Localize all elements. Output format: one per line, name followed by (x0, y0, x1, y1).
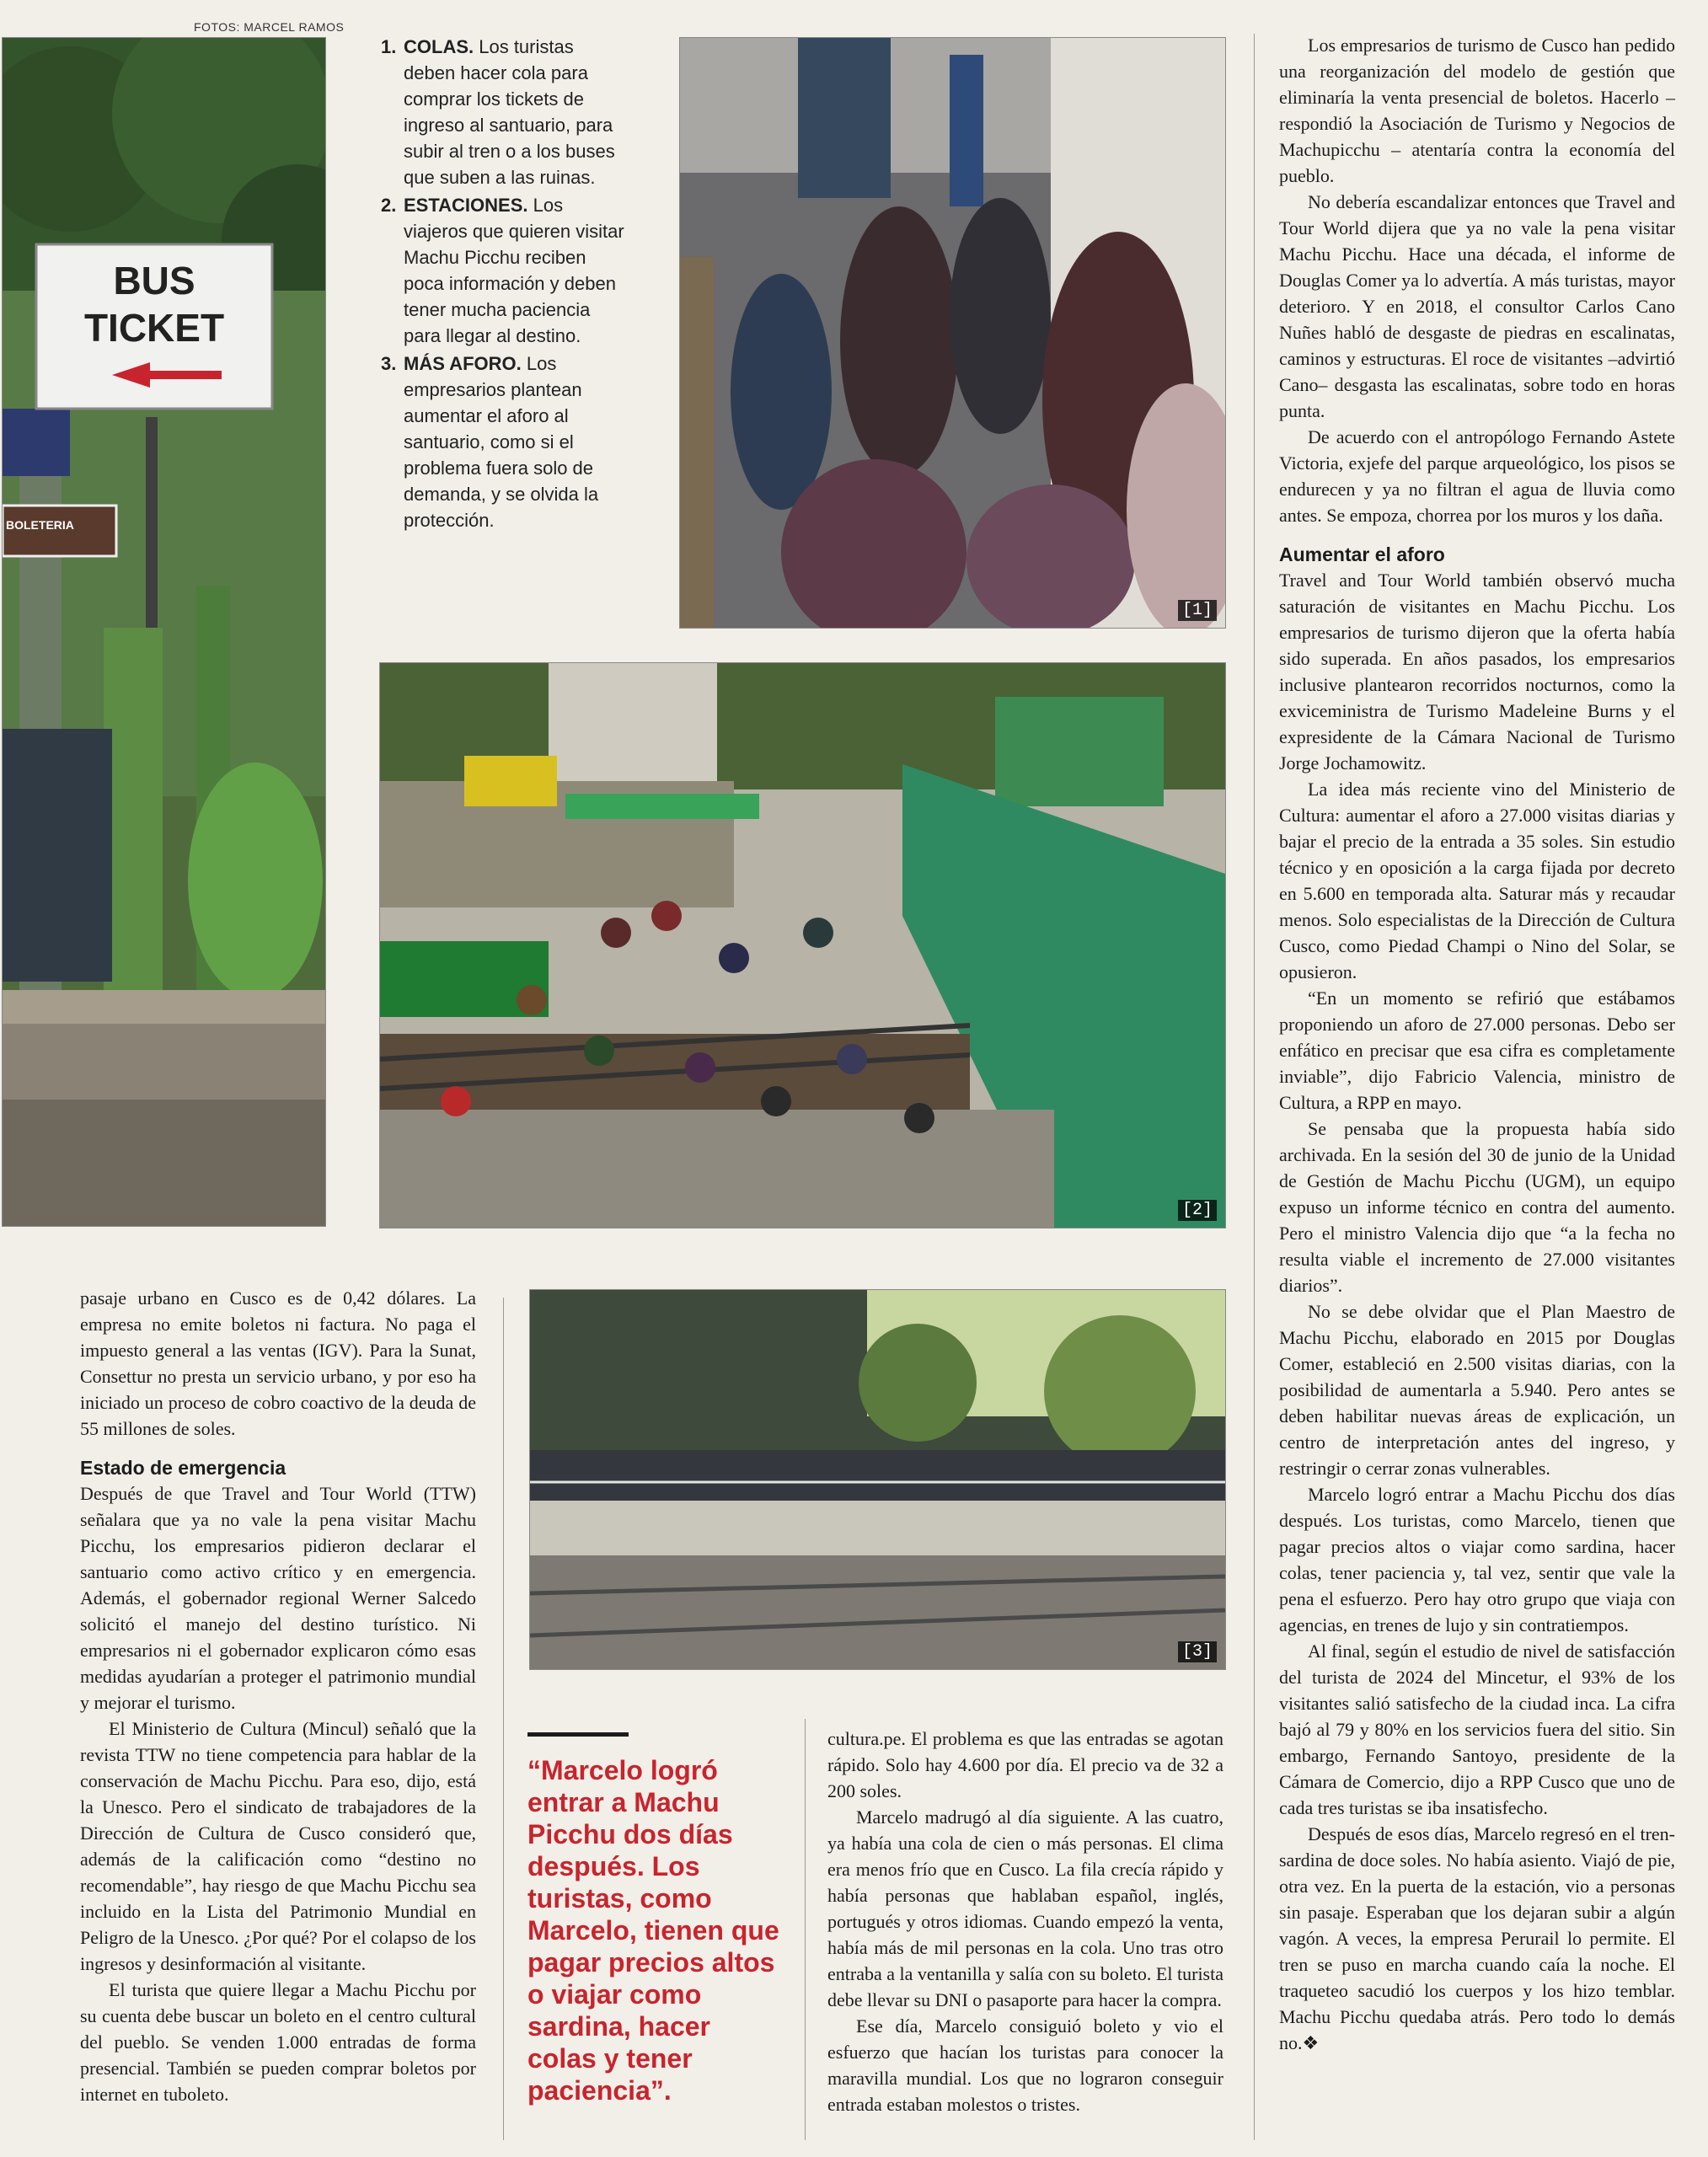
caption-title: MÁS AFORO. (404, 353, 522, 374)
paragraph: Marcelo logró entrar a Machu Picchu dos días después. Los turistas, como Marcelo, tienen que pagar precios altos o viajar como sardina, hacer colas, tener paciencia y, tal vez, sentir que vale la pena el esfuerzo. Pero hay otro grupo que viaja con agencias, en trenes de lujo y sin contratiempos. (1279, 1484, 1675, 1635)
bus-ticket-sign-illustration (3, 38, 325, 1226)
body-column-left (80, 1285, 476, 2107)
paragraph: No se debe olvidar que el Plan Maestro de Machu Picchu, elaborado en 2015 por Douglas Comer, estableció en 2.500 visitas diarias, con la posibilidad de aumentarla a 5.940. Pero antes se deben habilitar nuevas áreas de explicación, un centro de interpretación antes del ingreso, y restringir o cerrar zonas vulnerables. (1279, 1301, 1675, 1479)
column-divider (1254, 34, 1255, 2140)
paragraph: Al final, según el estudio de nivel de satisfacción del turista de 2024 del Mincetur, el 93% de los visitantes salió satisfecho de la ciudad inca. La cifra bajó al 79 y 80% en los servicios fuera del sitio. Sin embargo, Fernando Santoyo, presidente de la Cámara de Comercio, dijo a RPP Cusco que uno de cada tres turistas se iba insatisfecho. (1279, 1640, 1675, 1818)
caption-3 (381, 351, 625, 533)
queue-photo (679, 37, 1226, 629)
bus-ticket-sign-text: BUS TICKET (83, 259, 225, 350)
section-heading: Estado de emergencia (80, 1457, 286, 1479)
column-divider (503, 1298, 504, 2140)
paragraph: Marcelo madrugó al día siguiente. A las cuatro, ya había una cola de cien o más personas. El clima era menos frío que en Cusco. La fila crecía rápido y había personas que hablaban español, inglés, portugués y otros idiomas. Cuando empezó la venta, había más de mil personas en la cola. Uno tras otro entraba a la ventanilla y salía con su boleto. El turista debe llevar su DNI o pasaporte para hacer la compra. (827, 1806, 1223, 2010)
photo-3-number-tag: [3] (1178, 1641, 1217, 1662)
body-column-right (1279, 32, 1675, 2056)
paragraph: “En un momento se refirió que estábamos proponiendo un aforo de 27.000 personas. Debo ser enfático en precisar que esa cifra es completamente inviable”, dijo Fabricio Valencia, ministro de Cultura, a RPP en mayo. (1279, 988, 1675, 1113)
caption-2 (381, 192, 625, 349)
caption-title: COLAS. (404, 36, 474, 57)
paragraph: cultura.pe. El problema es que las entradas se agotan rápido. Solo hay 4.600 por día. El precio va de 32 a 200 soles. (827, 1728, 1223, 1801)
paragraph: Los empresarios de turismo de Cusco han pedido una reorganización del modelo de gestión que eliminaría la venta presencial de boletos. Hacerlo –respondió la Asociación de Turismo y Negocios de Machupicchu – atentaría contra la economía del pueblo. (1279, 35, 1675, 186)
paragraph: Después de esos días, Marcelo regresó en el tren-sardina de doce soles. No había asiento. Viajó de pie, otra vez. En la puerta de la estación, vio a personas sin pasaje. Esperaban que los dejaran subir a algún vagón. A veces, la empresa Perurail lo permite. El tren se puso en marcha cuando caía la noche. El traqueteo sacudió los cuerpos y los hizo temblar. Machu Picchu quedaba atrás. Pero todo lo demás no.❖ (1279, 1823, 1675, 2053)
caption-text: Los turistas deben hacer cola para comprar los tickets de ingreso al santuario, para subir al tren o a los buses que suben a las ruinas. (404, 36, 615, 188)
queue-illustration (680, 38, 1225, 628)
photo-credit: FOTOS: MARCEL RAMOS (194, 20, 345, 34)
bus-ticket-sign-photo (2, 37, 326, 1227)
caption-number: 1. (381, 36, 397, 57)
railway-queue-photo (529, 1289, 1226, 1670)
paragraph: Se pensaba que la propuesta había sido archivada. En la sesión del 30 de junio de la Unidad de Gestión de Machu Picchu (UGM), un equipo expuso un informe técnico en contra del aumento. Pero el ministro Valencia dijo que “a la fecha no resulta viable el incremento de 27.000 visitantes diarios”. (1279, 1118, 1675, 1296)
paragraph: Después de que Travel and Tour World (TTW) señalara que ya no vale la pena visitar Machu Picchu, los empresarios pidieron declarar el santuario como activo crítico y en emergencia. Además, el gobernador regional Werner Salcedo solicitó el manejo del destino turístico. Ni empresarios ni el gobernador explicaron cómo esas medidas ayudarían a proteger el patrimonio mundial y mejorar el turismo. (80, 1483, 476, 1713)
section-heading: Aumentar el aforo (1279, 543, 1445, 565)
caption-number: 2. (381, 195, 397, 216)
photo-1-number-tag: [1] (1178, 600, 1217, 621)
paragraph: El Ministerio de Cultura (Mincul) señaló que la revista TTW no tiene competencia para hablar de la conservación de Machu Picchu. Para eso, dijo, está la Unesco. Pero el sindicato de trabajadores de la Dirección de Cultura de Cusco consideró que, además de la calificación como “destino no recomendable”, hay riesgo de que Machu Picchu sea incluido en la Lista del Patrimonio Mundial en Peligro de la Unesco. ¿Por qué? Por el colapso de los ingresos y desinformación al visitante. (80, 1718, 476, 1974)
quote-rule (527, 1732, 629, 1737)
photo-2-number-tag: [2] (1178, 1200, 1217, 1221)
paragraph: pasaje urbano en Cusco es de 0,42 dólares. La empresa no emite boletos ni factura. No paga el impuesto general a las ventas (IGV). Para la Sunat, Consettur no presta un servicio urbano, y por eso ha iniciado un proceso de cobro coactivo de la deuda de 55 millones de soles. (80, 1287, 476, 1439)
caption-text: Los empresarios plantean aumentar el aforo al santuario, como si el problema fuera solo de demanda, y se olvida la protección. (404, 353, 599, 531)
caption-title: ESTACIONES. (404, 195, 528, 216)
column-divider (805, 1719, 806, 2140)
paragraph: De acuerdo con el antropólogo Fernando Astete Victoria, exjefe del parque arqueológico, los pisos se endurecen y ya no filtran el agua de lluvia como antes. Se empoza, chorrea por los muros y los daña. (1279, 426, 1675, 526)
caption-text: Los viajeros que quieren visitar Machu Picchu reciben poca información y deben tener mucha paciencia para llegar al destino. (404, 195, 624, 346)
paragraph: No debería escandalizar entonces que Travel and Tour World dijera que ya no vale la pena visitar Machu Picchu. Hace una década, el informe de Douglas Comer ya lo advertía. A más turistas, mayor deterioro. Y en 2018, el consultor Carlos Cano Nuñes habló de desgaste de piedras en escalinatas, caminos y estructuras. El roce de visitantes –advirtió Cano– desgasta las escalinatas, sobre todo en horas punta. (1279, 191, 1675, 421)
railway-queue-illustration (530, 1290, 1225, 1669)
caption-number: 3. (381, 353, 397, 374)
caption-1 (381, 34, 625, 190)
pull-quote: “Marcelo logró entrar a Machu Picchu dos días después. Los turistas, como Marcelo, tienen que pagar precios altos o viajar como sardina, hacer colas y tener paciencia”. (527, 1755, 779, 2106)
boleteria-sign-text: BOLETERIA (6, 518, 74, 532)
body-column-middle (827, 1726, 1223, 2117)
station-illustration (380, 663, 1225, 1228)
paragraph: Travel and Tour World también observó mucha saturación de visitantes en Machu Picchu. Los empresarios de turismo dijeron que la oferta había sido superada. En años pasados, los empresarios inclusive plantearon recorridos nocturnos, como la exviceministra de Turismo Madeleine Burns y el expresidente de la Cámara Nacional de Turismo Jorge Jochamowitz. (1279, 570, 1675, 773)
photo-captions (381, 34, 625, 535)
station-photo (379, 662, 1226, 1228)
paragraph: Ese día, Marcelo consiguió boleto y vio el esfuerzo que hacían los turistas para conocer la maravilla mundial. Los que no lograron conseguir entrada estaban molestos o tristes. (827, 2015, 1223, 2115)
paragraph: El turista que quiere llegar a Machu Picchu por su cuenta debe buscar un boleto en el centro cultural del pueblo. Se venden 1.000 entradas de forma presencial. También se pueden comprar boletos por internet en tuboleto. (80, 1979, 476, 2105)
paragraph: La idea más reciente vino del Ministerio de Cultura: aumentar el aforo a 27.000 visitas diarias y bajar el precio de la entrada a 35 soles. Sin estudio técnico y en oposición a la carga fijada por decreto en 5.600 en temporada alta. Saturar más y recaudar menos. Solo especialistas de la Dirección de Cultura Cusco, como Piedad Champi o Nino del Solar, se opusieron. (1279, 779, 1675, 982)
